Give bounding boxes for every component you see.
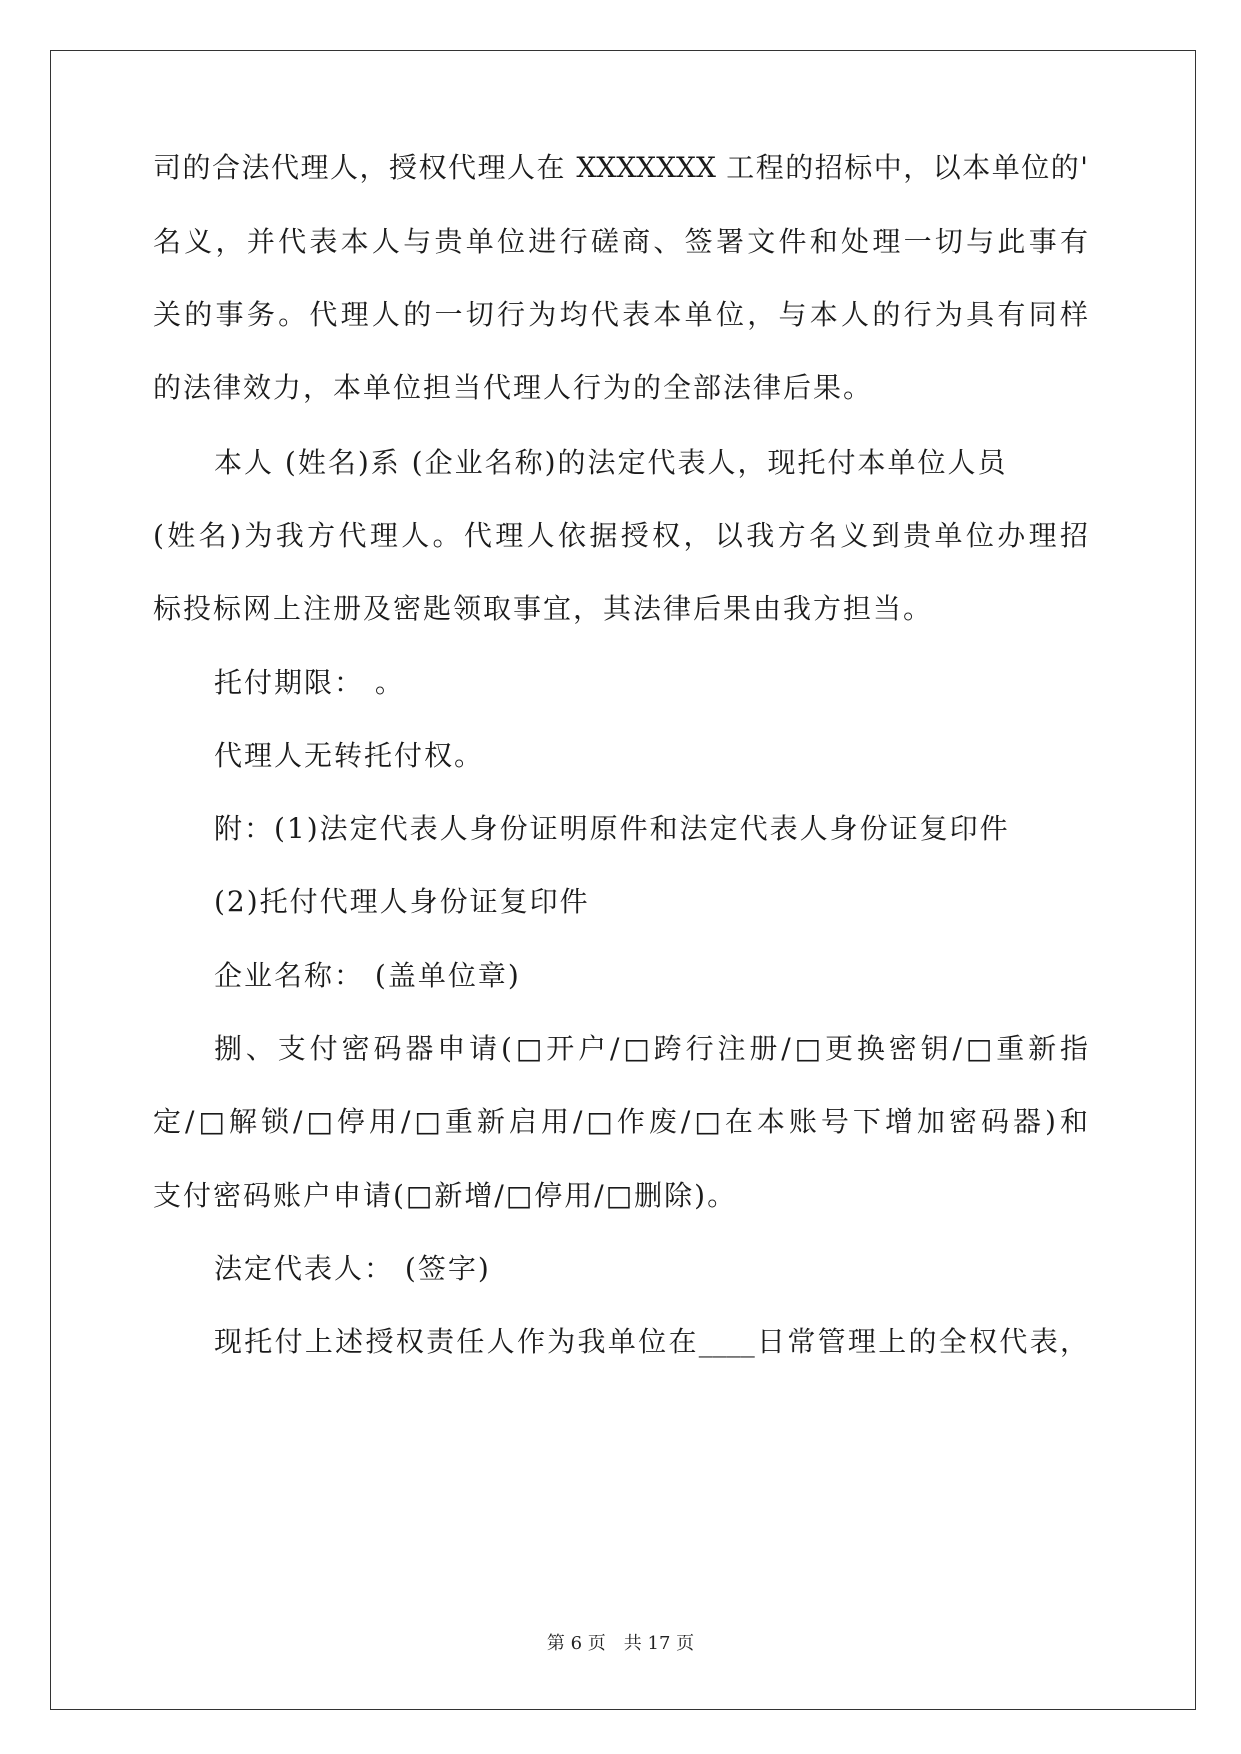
paragraph-line: 标投标网上注册及密匙领取事宜，其法律后果由我方担当。 — [153, 592, 934, 625]
paragraph-line: 支付密码账户申请(□新增/□停用/□删除)。 — [153, 1179, 738, 1212]
attachment-line-2: (2)托付代理人身份证复印件 — [214, 885, 590, 918]
legal-rep-line: 法定代表人： (签字) — [214, 1252, 491, 1285]
paragraph-line: (姓名)为我方代理人。代理人依据授权，以我方名义到贵单位办理招 — [153, 519, 1088, 552]
paragraph-line: 本人 (姓名)系 (企业名称)的法定代表人，现托付本单位人员 — [214, 446, 1008, 479]
paragraph-line: 现托付上述授权责任人作为我单位在____日常管理上的全权代表， — [214, 1325, 1088, 1358]
paragraph-line: 关的事务。代理人的一切行为均代表本单位，与本人的行为具有同样 — [153, 298, 1088, 331]
paragraph-line: 捌、支付密码器申请(□开户/□跨行注册/□更换密钥/□重新指 — [214, 1032, 1088, 1065]
paragraph-line: 定/□解锁/□停用/□重新启用/□作废/□在本账号下增加密码器)和 — [153, 1105, 1088, 1138]
attachment-line-1: 附：(1)法定代表人身份证明原件和法定代表人身份证复印件 — [214, 812, 1010, 845]
company-name-line: 企业名称： (盖单位章) — [214, 959, 521, 992]
page-number: 第 6 页 共 17 页 — [546, 1633, 695, 1654]
paragraph-line: 的法律效力，本单位担当代理人行为的全部法律后果。 — [153, 371, 874, 404]
no-sublicense-line: 代理人无转托付权。 — [214, 739, 485, 772]
paragraph-line: 司的合法代理人，授权代理人在 XXXXXXX 工程的招标中，以本单位的' — [153, 151, 1088, 184]
paragraph-line: 名义，并代表本人与贵单位进行磋商、签署文件和处理一切与此事有 — [153, 225, 1088, 258]
term-line: 托付期限： 。 — [214, 666, 405, 699]
